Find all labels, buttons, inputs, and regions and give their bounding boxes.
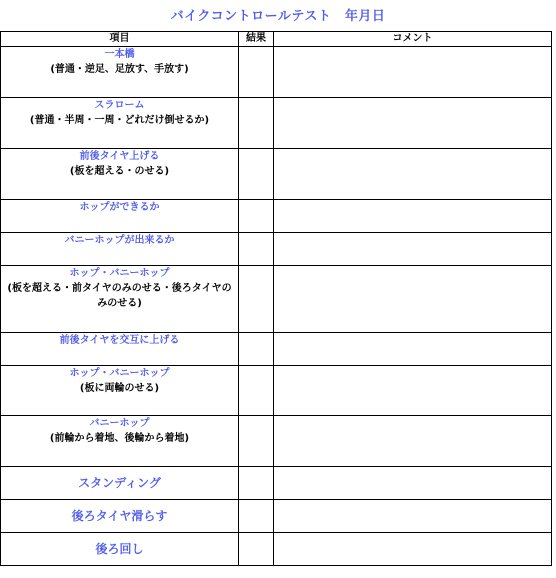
comment-cell[interactable] — [274, 500, 552, 533]
item-cell — [1, 500, 239, 533]
comment-cell[interactable] — [274, 366, 552, 416]
result-cell[interactable] — [239, 333, 274, 366]
result-cell[interactable] — [239, 467, 274, 500]
item-detail: (板を超える・前タイヤのみのせる・後ろタイヤのみのせる) — [7, 283, 232, 309]
table-row — [1, 533, 552, 566]
item-cell — [1, 366, 239, 416]
item-cell — [1, 467, 239, 500]
item-detail: (板に両輪のせる) — [79, 383, 160, 394]
comment-cell[interactable] — [274, 266, 552, 333]
bike-control-test-table — [0, 31, 552, 566]
item-cell — [1, 98, 239, 149]
page-title: バイクコントロールテスト 年月日 — [170, 9, 386, 24]
comment-cell[interactable] — [274, 333, 552, 366]
result-cell[interactable] — [239, 416, 274, 467]
header-item: 項目 — [1, 32, 239, 47]
table-row — [1, 233, 552, 266]
item-detail: (普通・半周・一周・どれだけ倒せるか) — [29, 115, 210, 126]
item-name: スタンディング — [78, 475, 161, 490]
table-row — [1, 47, 552, 98]
item-cell — [1, 200, 239, 233]
comment-cell[interactable] — [274, 467, 552, 500]
table-row — [1, 333, 552, 366]
item-cell — [1, 233, 239, 266]
result-cell[interactable] — [239, 149, 274, 200]
item-detail: (普通・逆足、足放す、手放す) — [50, 64, 189, 75]
item-name: 前後タイヤ上げる — [79, 151, 160, 162]
comment-cell[interactable] — [274, 200, 552, 233]
result-cell[interactable] — [239, 500, 274, 533]
table-header-row — [1, 32, 552, 47]
table-row — [1, 366, 552, 416]
header-result: 結果 — [239, 32, 274, 47]
item-cell — [1, 533, 239, 566]
table-row — [1, 149, 552, 200]
item-cell — [1, 416, 239, 467]
table-row — [1, 200, 552, 233]
comment-cell[interactable] — [274, 98, 552, 149]
item-name: 後ろタイヤ滑らす — [71, 508, 168, 523]
item-cell — [1, 333, 239, 366]
result-cell[interactable] — [239, 533, 274, 566]
item-detail: (板を超える・のせる) — [69, 166, 170, 177]
result-cell[interactable] — [239, 233, 274, 266]
item-name: 一本橋 — [104, 49, 135, 60]
table-row — [1, 500, 552, 533]
header-comment: コメント — [274, 32, 552, 47]
item-name: 前後タイヤを交互に上げる — [59, 335, 180, 346]
item-name: バニーホップが出来るか — [64, 235, 175, 246]
item-name: 後ろ回し — [95, 541, 144, 556]
item-detail: (前輪から着地、後輪から着地) — [49, 433, 190, 444]
comment-cell[interactable] — [274, 47, 552, 98]
table-row — [1, 98, 552, 149]
table-row — [1, 266, 552, 333]
result-cell[interactable] — [239, 366, 274, 416]
comment-cell[interactable] — [274, 233, 552, 266]
item-cell — [1, 149, 239, 200]
item-cell — [1, 266, 239, 333]
table-row — [1, 416, 552, 467]
item-name: バニーホップ — [89, 418, 150, 429]
comment-cell[interactable] — [274, 149, 552, 200]
item-name: ホップができるか — [79, 202, 160, 213]
item-name: ホップ・バニーホップ — [69, 368, 170, 379]
item-cell — [1, 47, 239, 98]
result-cell[interactable] — [239, 47, 274, 98]
result-cell[interactable] — [239, 98, 274, 149]
comment-cell[interactable] — [274, 416, 552, 467]
table-row — [1, 467, 552, 500]
comment-cell[interactable] — [274, 533, 552, 566]
item-name: スラローム — [94, 100, 145, 111]
result-cell[interactable] — [239, 266, 274, 333]
result-cell[interactable] — [239, 200, 274, 233]
item-name: ホップ・バニーホップ — [69, 268, 170, 279]
